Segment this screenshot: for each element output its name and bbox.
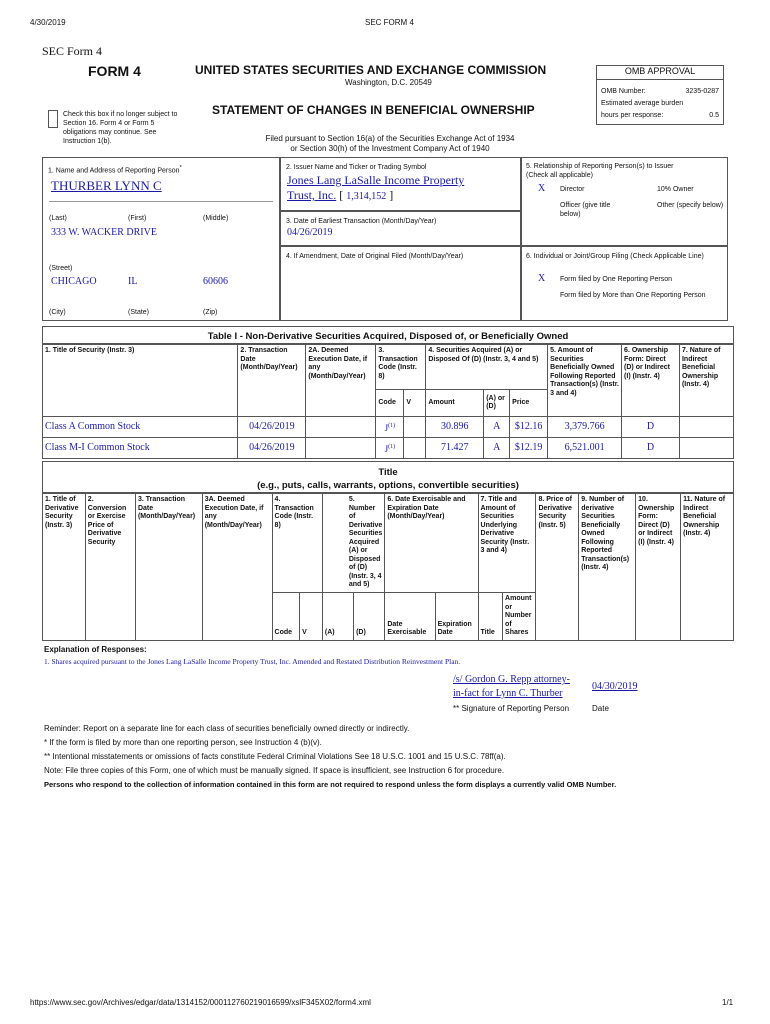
t1-h2: 2. Transaction Date (Month/Day/Year) [238, 345, 306, 417]
omb-hours-label: hours per response: [601, 112, 664, 119]
t1-price: Price [510, 390, 548, 417]
form-title: FORM 4 [88, 63, 141, 79]
t1-r1-v [404, 417, 426, 438]
footer-note-3: Note: File three copies of this Form, one of which must be manually signed. If space is insufficient, see Instruction 6 for procedure. [44, 766, 505, 775]
print-date: 4/30/2019 [30, 18, 66, 27]
filing-type-box [521, 246, 728, 321]
t1-v: V [404, 390, 426, 417]
box5-label: 5. Relationship of Reporting Person(s) to Issuer (Check all applicable) [526, 163, 674, 179]
t1-h7: 7. Nature of Indirect Beneficial Ownership (Instr. 4) [679, 345, 733, 417]
first-label: (First) [128, 215, 147, 222]
table1-title: Table I - Non-Derivative Securities Acquired, Disposed of, or Beneficially Owned [42, 326, 734, 344]
t2-v: V [300, 592, 323, 640]
table2 [42, 493, 734, 641]
t1-r1-price: $12.16 [510, 417, 548, 438]
relationship-box [521, 157, 728, 246]
last-label: (Last) [49, 215, 67, 222]
t1-r2-price: $12.19 [510, 438, 548, 459]
signature[interactable]: /s/ Gordon G. Repp attorney- in-fact for Lynn C. Thurber [453, 674, 570, 699]
t2-h10: 10. Ownership Form: Direct (D) or Indirect (I) (Instr. 4) [636, 494, 681, 641]
t2-h6: 6. Date Exercisable and Expiration Date (Month/Day/Year) [385, 494, 478, 593]
commission-title: UNITED STATES SECURITIES AND EXCHANGE COMMISSION [195, 63, 547, 77]
t1-h5: 5. Amount of Securities Beneficially Owned Following Reported Transaction(s) (Instr. 3 and 4) [548, 345, 622, 417]
t1-amount: Amount [426, 390, 484, 417]
street-address: 333 W. WACKER DRIVE [51, 227, 157, 238]
box3-label: 3. Date of Earliest Transaction (Month/Day/Year) [286, 218, 437, 225]
table2-title: Title (e.g., puts, calls, warrants, options, convertible securities) [42, 461, 734, 493]
t1-r2-amount: 71.427 [426, 438, 484, 459]
t1-r1-deemed [306, 417, 376, 438]
t1-code: Code [376, 390, 404, 417]
t2-d: (D) [354, 592, 385, 640]
t2-h3a: 3A. Deemed Execution Date, if any (Month/Day/Year) [202, 494, 272, 641]
t2-title: Title [478, 592, 503, 640]
footnote-1: 1. Shares acquired pursuant to the Jones Lang LaSalle Income Property Trust, Inc. Amended and Restated Distribution Reinvestment Plan. [44, 657, 461, 666]
print-page: 1/1 [722, 998, 734, 1007]
box1-label: 1. Name and Address of Reporting Person* [48, 165, 182, 175]
issuer-name-line1[interactable]: Jones Lang LaSalle Income Property [287, 173, 465, 187]
checkbox-text: Check this box if no longer subject to Section 16. Form 4 or Form 5 obligations may continue. See Instruction 1(b). [63, 111, 178, 145]
street-label: (Street) [49, 265, 73, 272]
t1-h1: 1. Title of Security (Instr. 3) [43, 345, 238, 417]
table1 [42, 344, 734, 459]
t2-shares: Amount or Number of Shares [503, 592, 536, 640]
omb-burden-label: Estimated average burden [601, 100, 684, 107]
state-label: (State) [128, 309, 150, 316]
signature-date: 04/30/2019 [592, 681, 638, 692]
t1-h4: 4. Securities Acquired (A) or Disposed Of (D) (Instr. 3, 4 and 5) [426, 345, 548, 390]
t1-r2-deemed [306, 438, 376, 459]
t2-code: Code [272, 592, 300, 640]
filed-line-2: or Section 30(h) of the Investment Company Act of 1940 [290, 144, 490, 153]
t2-h7: 7. Title and Amount of Securities Underlying Derivative Security (Instr. 3 and 4) [478, 494, 536, 593]
reminder: Reminder: Report on a separate line for each class of securities beneficially owned directly or indirectly. [44, 724, 410, 733]
t1-r1-amount: 30.896 [426, 417, 484, 438]
t1-r1-ad: A [484, 417, 510, 438]
omb-number-label: OMB Number: [601, 88, 646, 95]
reporting-person-name[interactable]: THURBER LYNN C [51, 178, 162, 193]
other-label: Other (specify below) [657, 202, 724, 209]
t2-h4: 4. Transaction Code (Instr. 8) [272, 494, 322, 593]
ten-percent-owner-label: 10% Owner [657, 186, 694, 193]
t2-h3: 3. Transaction Date (Month/Day/Year) [135, 494, 202, 641]
t1-r1-nature [679, 417, 733, 438]
t2-h5: 5. Number of Derivative Securities Acquired (A) or Disposed of (D) (Instr. 3, 4 and 5) [322, 494, 384, 593]
t2-exercisable: Date Exercisable [385, 592, 435, 640]
earliest-transaction-date: 04/26/2019 [287, 227, 333, 238]
footer-note-1: * If the form is filed by more than one reporting person, see Instruction 4 (b)(v). [44, 738, 322, 747]
t1-h3: 3. Transaction Code (Instr. 8) [376, 345, 426, 390]
one-person-x: X [538, 273, 546, 284]
officer-label: Officer (give title below) [560, 202, 611, 218]
filed-line-1: Filed pursuant to Section 16(a) of the Securities Exchange Act of 1934 [265, 134, 515, 143]
t2-h2: 2. Conversion or Exercise Price of Derivative Security [85, 494, 135, 641]
print-title: SEC FORM 4 [365, 18, 414, 27]
footer-note-4: Persons who respond to the collection of information contained in this form are not required to respond unless the form displays a currently valid OMB Number. [44, 780, 617, 789]
state: IL [128, 276, 138, 287]
table-row [43, 438, 734, 459]
date-label: Date [592, 704, 609, 713]
box2-label: 2. Issuer Name and Ticker or Trading Symbol [286, 164, 427, 171]
t1-r2-date: 04/26/2019 [238, 438, 306, 459]
t1-h6: 6. Ownership Form: Direct (D) or Indirect (I) (Instr. 4) [622, 345, 680, 417]
t2-h1: 1. Title of Derivative Security (Instr. 3) [43, 494, 86, 641]
commission-location: Washington, D.C. 20549 [345, 78, 432, 87]
issuer-name-line2: Trust, Inc. [ 1,314,152 ] [287, 188, 394, 202]
t1-r1-form: D [622, 417, 680, 438]
issuer-box [280, 157, 521, 211]
t1-r2-ad: A [484, 438, 510, 459]
t1-r2-form: D [622, 438, 680, 459]
reporting-person-box [42, 157, 280, 321]
city-label: (City) [49, 309, 66, 316]
omb-title: OMB APPROVAL [597, 66, 723, 80]
omb-hours: 0.5 [709, 112, 719, 119]
t2-expiration: Expiration Date [435, 592, 478, 640]
city: CHICAGO [51, 276, 97, 287]
t1-r2-nature [679, 438, 733, 459]
amendment-box [280, 246, 521, 321]
t1-h2a: 2A. Deemed Execution Date, if any (Month/Day/Year) [306, 345, 376, 417]
sec-form-label: SEC Form 4 [42, 44, 103, 58]
earliest-transaction-box [280, 211, 521, 246]
more-persons-label: Form filed by More than One Reporting Person [560, 292, 706, 299]
table-row [43, 417, 734, 438]
print-url: https://www.sec.gov/Archives/edgar/data/1314152/000112760219016599/xslF345X02/form4.xml [30, 998, 371, 1007]
t1-r1-title: Class A Common Stock [43, 417, 238, 438]
box6-label: 6. Individual or Joint/Group Filing (Check Applicable Line) [526, 253, 704, 260]
zip-label: (Zip) [203, 309, 218, 316]
director-x: X [538, 183, 546, 194]
statement-title: STATEMENT OF CHANGES IN BENEFICIAL OWNERSHIP [212, 103, 535, 117]
t1-r1-date: 04/26/2019 [238, 417, 306, 438]
t2-h11: 11. Nature of Indirect Beneficial Ownership (Instr. 4) [681, 494, 734, 641]
signature-label: ** Signature of Reporting Person [453, 704, 570, 713]
no-longer-subject-checkbox[interactable] [48, 110, 58, 128]
t1-aord: (A) or (D) [484, 390, 510, 417]
one-person-label: Form filed by One Reporting Person [560, 276, 673, 283]
t1-r2-title: Class M-I Common Stock [43, 438, 238, 459]
omb-number: 3235-0287 [685, 88, 719, 95]
t1-r1-owned: 3,379.766 [548, 417, 622, 438]
box4-label: 4. If Amendment, Date of Original Filed (Month/Day/Year) [286, 253, 464, 260]
divider [49, 201, 273, 202]
footer-note-2: ** Intentional misstatements or omissions of facts constitute Federal Criminal Violations See 18 U.S.C. 1001 and 15 U.S.C. 78ff(a). [44, 752, 506, 761]
director-label: Director [560, 186, 585, 193]
t1-r2-owned: 6,521.001 [548, 438, 622, 459]
zip: 60606 [203, 276, 228, 287]
omb-approval-box [596, 65, 724, 125]
middle-label: (Middle) [203, 215, 229, 222]
t2-a: (A) [322, 592, 353, 640]
t1-r1-code: $J^{(1)}$ [376, 417, 404, 438]
t2-h8: 8. Price of Derivative Security (Instr. 5) [536, 494, 579, 641]
explanation-label: Explanation of Responses: [44, 645, 147, 654]
t1-r2-v [404, 438, 426, 459]
t2-h9: 9. Number of derivative Securities Beneficially Owned Following Reported Transaction(s) (Instr. 4) [579, 494, 636, 641]
t1-r2-code: $J^{(1)}$ [376, 438, 404, 459]
